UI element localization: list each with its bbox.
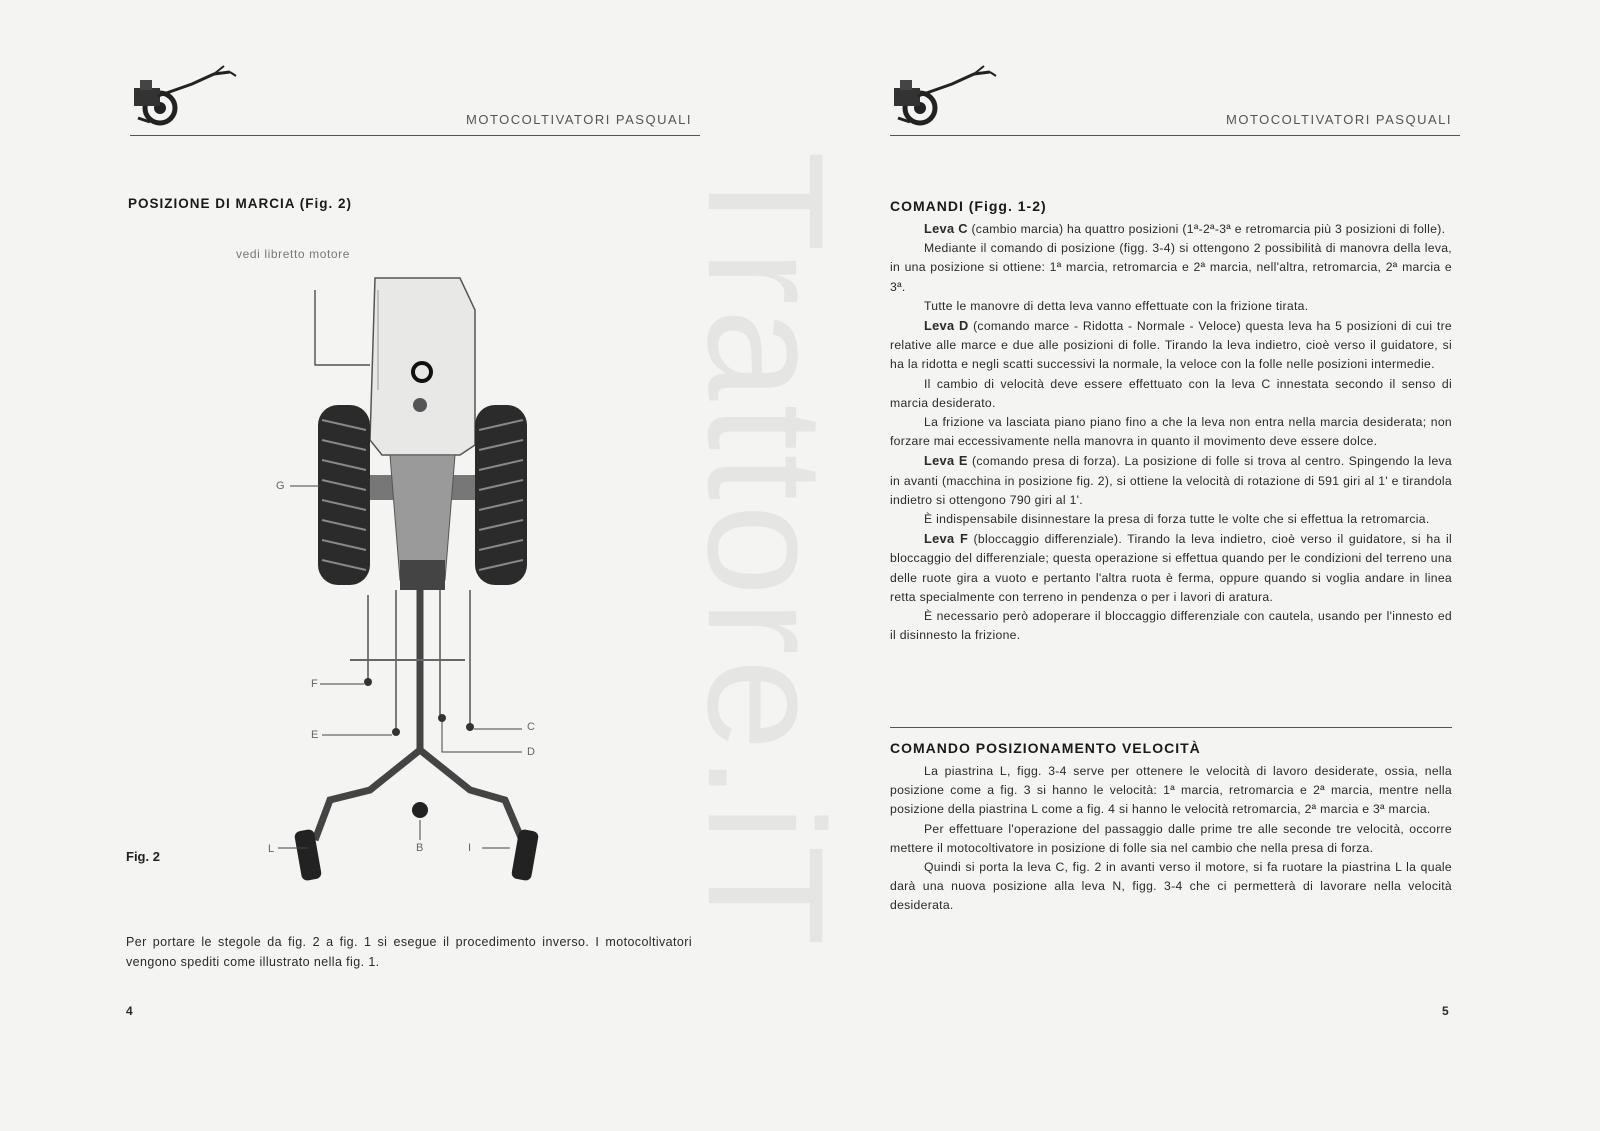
brand-name: MOTOCOLTIVATORI PASQUALI: [1226, 112, 1452, 127]
paragraph: Il cambio di velocità deve essere effettuato con la leva C innestata secondo il senso di marcia desiderato.: [890, 376, 1452, 410]
lead-leva-e: Leva E: [924, 453, 968, 469]
callout-e: E: [311, 729, 319, 741]
tiller-logo-icon: [130, 62, 240, 130]
paragraph: È indispensabile disinnestare la presa di forza tutte le volte che si effettua la retromarcia.: [924, 512, 1430, 527]
lead-leva-d: Leva D: [924, 318, 969, 334]
paragraph: Tutte le manovre di detta leva vanno effettuate con la frizione tirata.: [924, 298, 1309, 313]
paragraph: Per effettuare l'operazione del passaggio dalle prime tre alle seconde tre velocità, occorre mettere il motocoltivatore in posizione di folle sia nel cambio che nella presa di forza.: [890, 821, 1452, 855]
paragraph-leva-e: [890, 451, 1452, 510]
lead-leva-c: Leva C: [924, 221, 968, 236]
paragraph: È necessario però adoperare il bloccaggio differenziale con cautela, usando per l'innesto ed il disinnesto la frizione.: [890, 609, 1452, 643]
figure-label: Fig. 2: [126, 849, 160, 864]
engine-manual-note: vedi libretto motore: [236, 247, 351, 261]
velocita-text: [890, 762, 1452, 916]
paragraph-leva-d: [890, 316, 1452, 375]
paragraph: Mediante il comando di posizione (figg. 3-4) si ottengono 2 possibilità di manovra della leva, in una posizione si ottiene: 1ª marcia, retromarcia e 2ª marcia, nell'altra, retromarcia, 2ª marcia e 3ª.: [890, 241, 1452, 294]
text-leva-c: (cambio marcia) ha quattro posizioni (1ª-2ª-3ª e retromarcia più 3 posizioni di folle).: [967, 222, 1446, 236]
left-header: [130, 60, 700, 136]
page-number-right: 5: [1442, 1004, 1449, 1018]
comandi-text: [890, 219, 1452, 645]
section-divider: [890, 727, 1452, 728]
callout-i: I: [468, 842, 472, 854]
paragraph: Quindi si porta la leva C, fig. 2 in avanti verso il motore, si fa ruotare la piastrina L la quale darà una nuova posizione alla leva N, figg. 3-4 che ci permetterà di lavorare nella velocità desiderata.: [890, 860, 1452, 913]
callout-b: B: [416, 842, 424, 854]
text-leva-e: (comando presa di forza). La posizione di folle si trova al centro. Spingendo la leva in avanti (macchina in posizione fig. 2), si ottiene la velocità di rotazione di 591 giri al 1' e tirandola indietro si ottengono 790 giri al 1'.: [890, 454, 1452, 507]
paragraph-leva-c: [890, 219, 1452, 239]
callout-d: D: [527, 746, 535, 758]
section-title-comandi: COMANDI (Figg. 1-2): [890, 198, 1047, 214]
page-title: POSIZIONE DI MARCIA (Fig. 2): [128, 196, 353, 211]
callout-f: F: [311, 678, 318, 690]
paragraph-leva-f: [890, 529, 1452, 607]
watermark-text: Trattore.iT: [673, 150, 858, 950]
paragraph: La frizione va lasciata piano piano fino a che la leva non entra nella marcia desiderata; non forzare mai eccessivamente nella manovra in quanto il movimento deve essere dolce.: [890, 415, 1452, 449]
figure-caption: Per portare le stegole da fig. 2 a fig. 1 si esegue il procedimento inverso. I motocoltivatori vengono spediti come illustrato nella fig. 1.: [126, 935, 692, 969]
callout-l: L: [268, 843, 275, 855]
right-header: [890, 60, 1460, 136]
lead-leva-f: Leva F: [924, 531, 969, 547]
callout-c: C: [527, 721, 535, 733]
text-leva-d: (comando marce - Ridotta - Normale - Veloce) questa leva ha 5 posizioni di cui tre relative alle marce e due alle posizioni di folle. Tirando la leva indietro, cioè verso il guidatore, si ha la ridotta e negli scatti successivi la normale, la veloce con la folle nelle posizioni intermedie.: [890, 319, 1453, 372]
paragraph: La piastrina L, figg. 3-4 serve per ottenere le velocità di lavoro desiderate, ossia, nella posizione come a fig. 3 si hanno le velocità: 1ª marcia, retromarcia e 2ª marcia, mentre nella posizione della piastrina L come a fig. 4 si hanno le velocità retromarcia, 2ª marcia e 3ª marcia.: [890, 764, 1452, 817]
text-leva-f: (bloccaggio differenziale). Tirando la leva indietro, cioè verso il guidatore, si ha il bloccaggio del differenziale; questa operazione si effettua quando per le condizioni del terreno una delle ruote gira a vuoto e pertanto l'altra ruota è ferma, oppure quando si voglia andare in linea retta specialmente con terreno in pendenza o per i lavori di aratura.: [890, 532, 1452, 604]
left-page: [0, 0, 790, 1131]
right-page: [800, 0, 1600, 1131]
page-number-left: 4: [126, 1004, 133, 1018]
callout-g: G: [276, 480, 285, 492]
section-title-velocita: COMANDO POSIZIONAMENTO VELOCITÀ: [890, 740, 1201, 756]
tiller-figure: [260, 270, 560, 890]
tiller-logo-icon: [890, 62, 1000, 130]
brand-name: MOTOCOLTIVATORI PASQUALI: [466, 112, 692, 127]
